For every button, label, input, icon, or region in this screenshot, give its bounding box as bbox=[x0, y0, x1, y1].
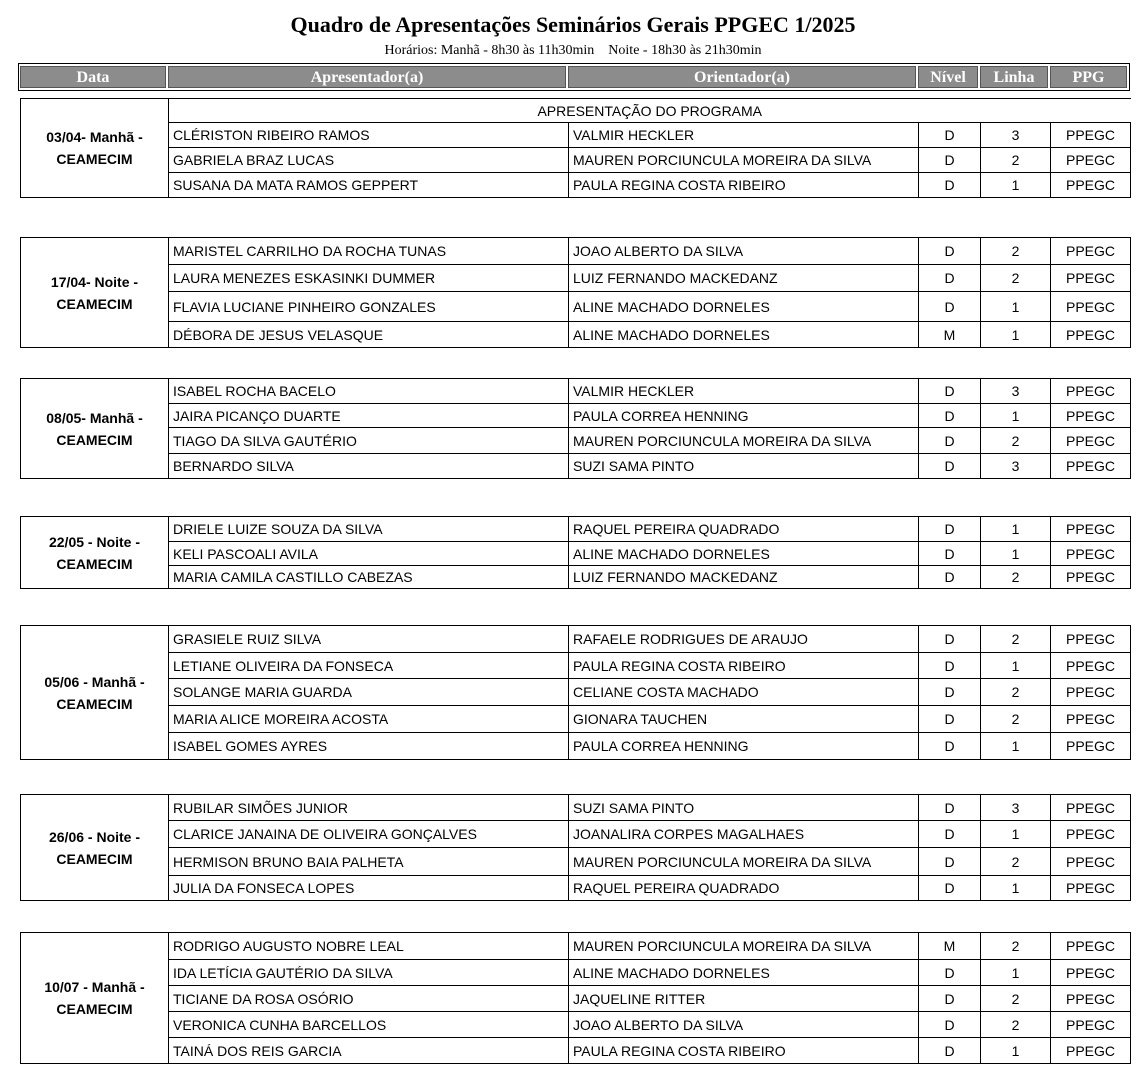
presenter-name: LAURA MENEZES ESKASINKI DUMMER bbox=[169, 265, 569, 292]
presenter-name: TICIANE DA ROSA OSÓRIO bbox=[169, 986, 569, 1012]
session-group bbox=[20, 237, 1131, 348]
table-row bbox=[21, 292, 1131, 322]
session-date bbox=[21, 99, 169, 198]
advisor-name: RAQUEL PEREIRA QUADRADO bbox=[569, 517, 919, 542]
line-cell: 1 bbox=[981, 821, 1051, 848]
advisor-name: PAULA REGINA COSTA RIBEIRO bbox=[569, 1038, 919, 1064]
table-row bbox=[21, 148, 1131, 173]
table-row bbox=[21, 626, 1131, 653]
line-cell: 2 bbox=[981, 148, 1051, 173]
table-row bbox=[21, 542, 1131, 566]
header-ppg: PPG bbox=[1050, 66, 1127, 88]
table-row bbox=[21, 1038, 1131, 1064]
line-cell: 3 bbox=[981, 123, 1051, 148]
line-cell: 1 bbox=[981, 1038, 1051, 1064]
level-cell: M bbox=[919, 322, 981, 348]
level-cell: D bbox=[919, 626, 981, 653]
session-group bbox=[20, 932, 1131, 1064]
presenter-name: BERNARDO SILVA bbox=[169, 454, 569, 479]
line-cell: 2 bbox=[981, 428, 1051, 454]
level-cell: D bbox=[919, 848, 981, 876]
presenter-name: CLÉRISTON RIBEIRO RAMOS bbox=[169, 123, 569, 148]
advisor-name: SUZI SAMA PINTO bbox=[569, 795, 919, 821]
presenter-name: MARIA ALICE MOREIRA ACOSTA bbox=[169, 706, 569, 733]
line-cell: 1 bbox=[981, 960, 1051, 986]
ppg-cell: PPEGC bbox=[1051, 706, 1131, 733]
line-cell: 2 bbox=[981, 679, 1051, 706]
session-group bbox=[20, 516, 1131, 589]
line-cell: 2 bbox=[981, 566, 1051, 589]
advisor-name: PAULA CORREA HENNING bbox=[569, 404, 919, 428]
table-row bbox=[21, 322, 1131, 348]
ppg-cell: PPEGC bbox=[1051, 933, 1131, 960]
presenter-name: HERMISON BRUNO BAIA PALHETA bbox=[169, 848, 569, 876]
advisor-name: VALMIR HECKLER bbox=[569, 379, 919, 404]
presenter-name: FLAVIA LUCIANE PINHEIRO GONZALES bbox=[169, 292, 569, 322]
presenter-name: RODRIGO AUGUSTO NOBRE LEAL bbox=[169, 933, 569, 960]
ppg-cell: PPEGC bbox=[1051, 733, 1131, 760]
session-group bbox=[20, 98, 1131, 198]
level-cell: D bbox=[919, 733, 981, 760]
presenter-name: VERONICA CUNHA BARCELLOS bbox=[169, 1012, 569, 1038]
table-row bbox=[21, 517, 1131, 542]
advisor-name: SUZI SAMA PINTO bbox=[569, 454, 919, 479]
line-cell: 2 bbox=[981, 1012, 1051, 1038]
presenter-name: DRIELE LUIZE SOUZA DA SILVA bbox=[169, 517, 569, 542]
presenter-name: GRASIELE RUIZ SILVA bbox=[169, 626, 569, 653]
level-cell: D bbox=[919, 454, 981, 479]
line-cell: 2 bbox=[981, 238, 1051, 265]
line-cell: 3 bbox=[981, 795, 1051, 821]
advisor-name: LUIZ FERNANDO MACKEDANZ bbox=[569, 265, 919, 292]
advisor-name: JOANALIRA CORPES MAGALHAES bbox=[569, 821, 919, 848]
table-row bbox=[21, 679, 1131, 706]
header-orientador: Orientador(a) bbox=[568, 66, 916, 88]
table-row bbox=[21, 821, 1131, 848]
presenter-name: RUBILAR SIMÕES JUNIOR bbox=[169, 795, 569, 821]
level-cell: D bbox=[919, 566, 981, 589]
advisor-name: PAULA REGINA COSTA RIBEIRO bbox=[569, 653, 919, 679]
presenter-name: IDA LETÍCIA GAUTÉRIO DA SILVA bbox=[169, 960, 569, 986]
level-cell: D bbox=[919, 404, 981, 428]
header-data: Data bbox=[20, 66, 166, 88]
level-cell: D bbox=[919, 148, 981, 173]
session-date-label: 05/06 - Manhã - bbox=[44, 673, 145, 690]
presenter-name: SUSANA DA MATA RAMOS GEPPERT bbox=[169, 173, 569, 198]
line-cell: 2 bbox=[981, 986, 1051, 1012]
level-cell: D bbox=[919, 292, 981, 322]
advisor-name: JAQUELINE RITTER bbox=[569, 986, 919, 1012]
advisor-name: MAUREN PORCIUNCULA MOREIRA DA SILVA bbox=[569, 933, 919, 960]
ppg-cell: PPEGC bbox=[1051, 173, 1131, 198]
ppg-cell: PPEGC bbox=[1051, 848, 1131, 876]
line-cell: 2 bbox=[981, 706, 1051, 733]
presenter-name: ISABEL ROCHA BACELO bbox=[169, 379, 569, 404]
session-date-label: 03/04- Manhã - bbox=[46, 129, 143, 145]
line-cell: 1 bbox=[981, 876, 1051, 901]
advisor-name: LUIZ FERNANDO MACKEDANZ bbox=[569, 566, 919, 589]
table-row bbox=[21, 1012, 1131, 1038]
table-row bbox=[21, 99, 1131, 123]
line-cell: 1 bbox=[981, 542, 1051, 566]
session-place: CEAMECIM bbox=[56, 555, 133, 572]
ppg-cell: PPEGC bbox=[1051, 566, 1131, 589]
table-row bbox=[21, 238, 1131, 265]
line-cell: 2 bbox=[981, 848, 1051, 876]
level-cell: D bbox=[919, 123, 981, 148]
advisor-name: ALINE MACHADO DORNELES bbox=[569, 292, 919, 322]
line-cell: 1 bbox=[981, 517, 1051, 542]
advisor-name: JOAO ALBERTO DA SILVA bbox=[569, 238, 919, 265]
level-cell: M bbox=[919, 933, 981, 960]
session-date bbox=[21, 795, 169, 901]
advisor-name: VALMIR HECKLER bbox=[569, 123, 919, 148]
presenter-name: ISABEL GOMES AYRES bbox=[169, 733, 569, 760]
level-cell: D bbox=[919, 986, 981, 1012]
ppg-cell: PPEGC bbox=[1051, 1038, 1131, 1064]
advisor-name: ALINE MACHADO DORNELES bbox=[569, 960, 919, 986]
ppg-cell: PPEGC bbox=[1051, 292, 1131, 322]
presenter-name: SOLANGE MARIA GUARDA bbox=[169, 679, 569, 706]
presenter-name: TAINÁ DOS REIS GARCIA bbox=[169, 1038, 569, 1064]
line-cell: 1 bbox=[981, 292, 1051, 322]
level-cell: D bbox=[919, 379, 981, 404]
session-group bbox=[20, 378, 1131, 479]
level-cell: D bbox=[919, 821, 981, 848]
advisor-name: ALINE MACHADO DORNELES bbox=[569, 322, 919, 348]
session-group bbox=[20, 625, 1131, 760]
session-date-label: 10/07 - Manhã - bbox=[44, 979, 145, 995]
table-row bbox=[21, 173, 1131, 198]
ppg-cell: PPEGC bbox=[1051, 795, 1131, 821]
session-date bbox=[21, 933, 169, 1064]
line-cell: 1 bbox=[981, 322, 1051, 348]
ppg-cell: PPEGC bbox=[1051, 148, 1131, 173]
advisor-name: PAULA REGINA COSTA RIBEIRO bbox=[569, 173, 919, 198]
session-place: CEAMECIM bbox=[56, 295, 133, 312]
session-date-label: 26/06 - Noite - bbox=[48, 828, 141, 845]
level-cell: D bbox=[919, 542, 981, 566]
advisor-name: RAFAELE RODRIGUES DE ARAUJO bbox=[569, 626, 919, 653]
advisor-name: RAQUEL PEREIRA QUADRADO bbox=[569, 876, 919, 901]
presenter-name: JAIRA PICANÇO DUARTE bbox=[169, 404, 569, 428]
ppg-cell: PPEGC bbox=[1051, 542, 1131, 566]
ppg-cell: PPEGC bbox=[1051, 517, 1131, 542]
advisor-name: CELIANE COSTA MACHADO bbox=[569, 679, 919, 706]
ppg-cell: PPEGC bbox=[1051, 876, 1131, 901]
line-cell: 1 bbox=[981, 173, 1051, 198]
table-row bbox=[21, 265, 1131, 292]
session-date bbox=[21, 238, 169, 348]
session-place: CEAMECIM bbox=[56, 151, 133, 167]
ppg-cell: PPEGC bbox=[1051, 322, 1131, 348]
ppg-cell: PPEGC bbox=[1051, 821, 1131, 848]
table-row bbox=[21, 960, 1131, 986]
level-cell: D bbox=[919, 679, 981, 706]
table-row bbox=[21, 379, 1131, 404]
advisor-name: MAUREN PORCIUNCULA MOREIRA DA SILVA bbox=[569, 148, 919, 173]
table-row bbox=[21, 795, 1131, 821]
ppg-cell: PPEGC bbox=[1051, 653, 1131, 679]
line-cell: 1 bbox=[981, 404, 1051, 428]
presenter-name: MARIA CAMILA CASTILLO CABEZAS bbox=[169, 566, 569, 589]
ppg-cell: PPEGC bbox=[1051, 960, 1131, 986]
table-row bbox=[21, 404, 1131, 428]
line-cell: 3 bbox=[981, 379, 1051, 404]
header-nivel: Nível bbox=[918, 66, 978, 88]
session-place: CEAMECIM bbox=[56, 1001, 133, 1017]
line-cell: 2 bbox=[981, 265, 1051, 292]
session-place: CEAMECIM bbox=[56, 695, 133, 712]
ppg-cell: PPEGC bbox=[1051, 679, 1131, 706]
table-row bbox=[21, 428, 1131, 454]
level-cell: D bbox=[919, 706, 981, 733]
ppg-cell: PPEGC bbox=[1051, 454, 1131, 479]
presenter-name: MARISTEL CARRILHO DA ROCHA TUNAS bbox=[169, 238, 569, 265]
table-row bbox=[21, 848, 1131, 876]
header-apresentador: Apresentador(a) bbox=[168, 66, 566, 88]
table-row bbox=[21, 123, 1131, 148]
advisor-name: MAUREN PORCIUNCULA MOREIRA DA SILVA bbox=[569, 428, 919, 454]
session-date bbox=[21, 626, 169, 760]
presenter-name: KELI PASCOALI AVILA bbox=[169, 542, 569, 566]
advisor-name: MAUREN PORCIUNCULA MOREIRA DA SILVA bbox=[569, 848, 919, 876]
ppg-cell: PPEGC bbox=[1051, 404, 1131, 428]
session-group bbox=[20, 794, 1131, 901]
line-cell: 3 bbox=[981, 454, 1051, 479]
advisor-name: PAULA CORREA HENNING bbox=[569, 733, 919, 760]
ppg-cell: PPEGC bbox=[1051, 238, 1131, 265]
advisor-name: ALINE MACHADO DORNELES bbox=[569, 542, 919, 566]
table-header bbox=[18, 63, 1130, 91]
presenter-name: CLARICE JANAINA DE OLIVEIRA GONÇALVES bbox=[169, 821, 569, 848]
level-cell: D bbox=[919, 653, 981, 679]
table-row bbox=[21, 733, 1131, 760]
session-date-label: 17/04- Noite - bbox=[50, 273, 139, 290]
level-cell: D bbox=[919, 795, 981, 821]
table-row bbox=[21, 933, 1131, 960]
table-row bbox=[21, 986, 1131, 1012]
ppg-cell: PPEGC bbox=[1051, 986, 1131, 1012]
ppg-cell: PPEGC bbox=[1051, 428, 1131, 454]
document-title: Quadro de Apresentações Seminários Gerais PPGEC 1/2025 bbox=[290, 12, 856, 37]
ppg-cell: PPEGC bbox=[1051, 1012, 1131, 1038]
ppg-cell: PPEGC bbox=[1051, 265, 1131, 292]
line-cell: 1 bbox=[981, 733, 1051, 760]
level-cell: D bbox=[919, 876, 981, 901]
session-date-label: 08/05- Manhã - bbox=[46, 409, 143, 426]
session-place: CEAMECIM bbox=[56, 431, 133, 448]
level-cell: D bbox=[919, 1038, 981, 1064]
level-cell: D bbox=[919, 238, 981, 265]
presenter-name: GABRIELA BRAZ LUCAS bbox=[169, 148, 569, 173]
level-cell: D bbox=[919, 960, 981, 986]
presenter-name: JULIA DA FONSECA LOPES bbox=[169, 876, 569, 901]
level-cell: D bbox=[919, 517, 981, 542]
session-date-label: 22/05 - Noite - bbox=[48, 533, 141, 550]
level-cell: D bbox=[919, 265, 981, 292]
ppg-cell: PPEGC bbox=[1051, 626, 1131, 653]
line-cell: 1 bbox=[981, 653, 1051, 679]
table-row bbox=[21, 566, 1131, 589]
session-date bbox=[21, 379, 169, 479]
table-row bbox=[21, 653, 1131, 679]
level-cell: D bbox=[919, 1012, 981, 1038]
advisor-name: GIONARA TAUCHEN bbox=[569, 706, 919, 733]
presenter-name: LETIANE OLIVEIRA DA FONSECA bbox=[169, 653, 569, 679]
level-cell: D bbox=[919, 428, 981, 454]
header-linha: Linha bbox=[980, 66, 1048, 88]
table-row bbox=[21, 876, 1131, 901]
ppg-cell: PPEGC bbox=[1051, 379, 1131, 404]
program-presentation: APRESENTAÇÃO DO PROGRAMA bbox=[169, 99, 1131, 123]
presenter-name: TIAGO DA SILVA GAUTÉRIO bbox=[169, 428, 569, 454]
presenter-name: DÉBORA DE JESUS VELASQUE bbox=[169, 322, 569, 348]
level-cell: D bbox=[919, 173, 981, 198]
table-row bbox=[21, 454, 1131, 479]
advisor-name: JOAO ALBERTO DA SILVA bbox=[569, 1012, 919, 1038]
schedule-hours: Horários: Manhã - 8h30 às 11h30min Noite - 18h30 às 21h30min bbox=[384, 43, 762, 58]
session-place: CEAMECIM bbox=[56, 850, 133, 867]
line-cell: 2 bbox=[981, 933, 1051, 960]
line-cell: 2 bbox=[981, 626, 1051, 653]
session-date bbox=[21, 517, 169, 589]
table-row bbox=[21, 706, 1131, 733]
ppg-cell: PPEGC bbox=[1051, 123, 1131, 148]
